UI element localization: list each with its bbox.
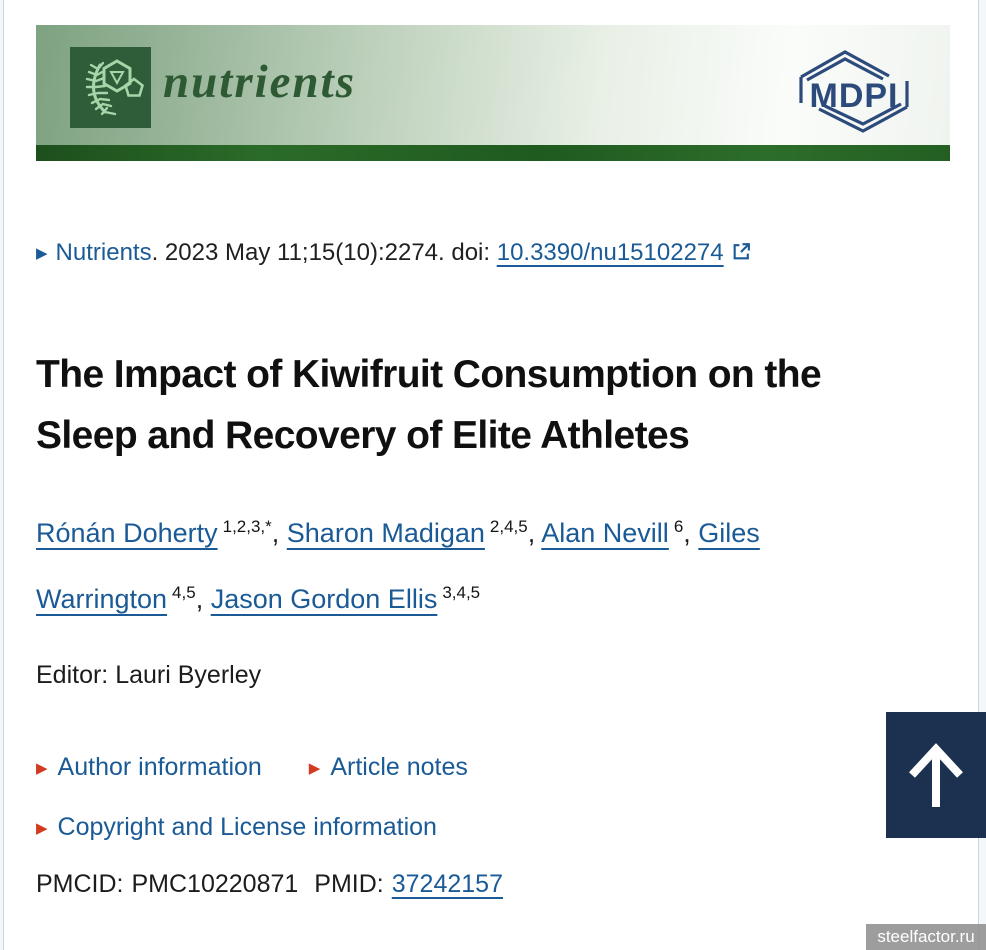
- caret-right-icon: ▶: [308, 760, 321, 777]
- doi-link[interactable]: 10.3390/nu15102274: [496, 239, 724, 266]
- watermark: steelfactor.ru: [866, 924, 986, 950]
- journal-banner: [36, 25, 950, 161]
- article-title-line2: Sleep and Recovery of Elite Athletes: [36, 414, 690, 457]
- author-separator: ,: [271, 518, 287, 548]
- mdpi-logo: [788, 43, 920, 140]
- author-separator: ,: [683, 518, 699, 548]
- caret-right-icon: ▶: [36, 245, 48, 262]
- article-notes-link[interactable]: ▶ Article notes: [309, 753, 468, 781]
- author-link[interactable]: Jason Gordon Ellis: [210, 584, 438, 614]
- article-ids: [36, 870, 503, 899]
- editor-line: Editor: Lauri Byerley: [36, 661, 262, 689]
- article-info-links-row: [36, 750, 468, 788]
- author-affiliations: 3,4,5: [442, 583, 481, 602]
- author-affiliations: 1,2,3,*: [222, 517, 272, 536]
- authors-list: [36, 497, 871, 629]
- citation-text: . 2023 May 11;15(10):2274. doi:: [151, 239, 497, 266]
- author-information-link[interactable]: ▶ Author information: [36, 753, 262, 781]
- pmcid-value: PMC10220871: [131, 870, 299, 898]
- back-to-top-button[interactable]: [886, 712, 986, 838]
- external-link-icon: [731, 241, 752, 262]
- author-affiliations: 4,5: [172, 583, 196, 602]
- journal-name-link: Nutrients: [55, 239, 152, 266]
- svg-text:MDPI: MDPI: [809, 77, 899, 115]
- license-link-row: [36, 810, 437, 848]
- up-arrow-icon: [904, 737, 968, 813]
- citation-line: [36, 235, 956, 274]
- nutrients-wordmark: nutrients: [163, 56, 357, 108]
- journal-banner-art: [36, 25, 950, 145]
- banner-green-strip: [36, 145, 950, 161]
- article-title: [36, 344, 946, 466]
- author-link[interactable]: Giles Warrington: [36, 518, 760, 614]
- caret-right-icon: ▶: [36, 820, 48, 837]
- pmid-link[interactable]: 37242157: [391, 870, 503, 898]
- page-left-gutter: [0, 0, 4, 950]
- article-title-line1: The Impact of Kiwifruit Consumption on the: [36, 353, 822, 396]
- copyright-license-link[interactable]: ▶ Copyright and License information: [36, 813, 437, 841]
- pmid-label: PMID:: [314, 870, 384, 898]
- journal-list-link[interactable]: [36, 239, 152, 266]
- author-separator: ,: [195, 584, 211, 614]
- author-link[interactable]: Alan Nevill: [541, 518, 669, 548]
- author-affiliations: 2,4,5: [489, 517, 528, 536]
- author-affiliations: 6: [673, 517, 684, 536]
- author-link[interactable]: Sharon Madigan: [286, 518, 485, 548]
- nutrients-logo-icon: [70, 47, 151, 128]
- pmcid-label: PMCID:: [36, 870, 124, 898]
- author-link[interactable]: Rónán Doherty: [36, 518, 218, 548]
- author-separator: ,: [527, 518, 542, 548]
- caret-right-icon: ▶: [36, 760, 48, 777]
